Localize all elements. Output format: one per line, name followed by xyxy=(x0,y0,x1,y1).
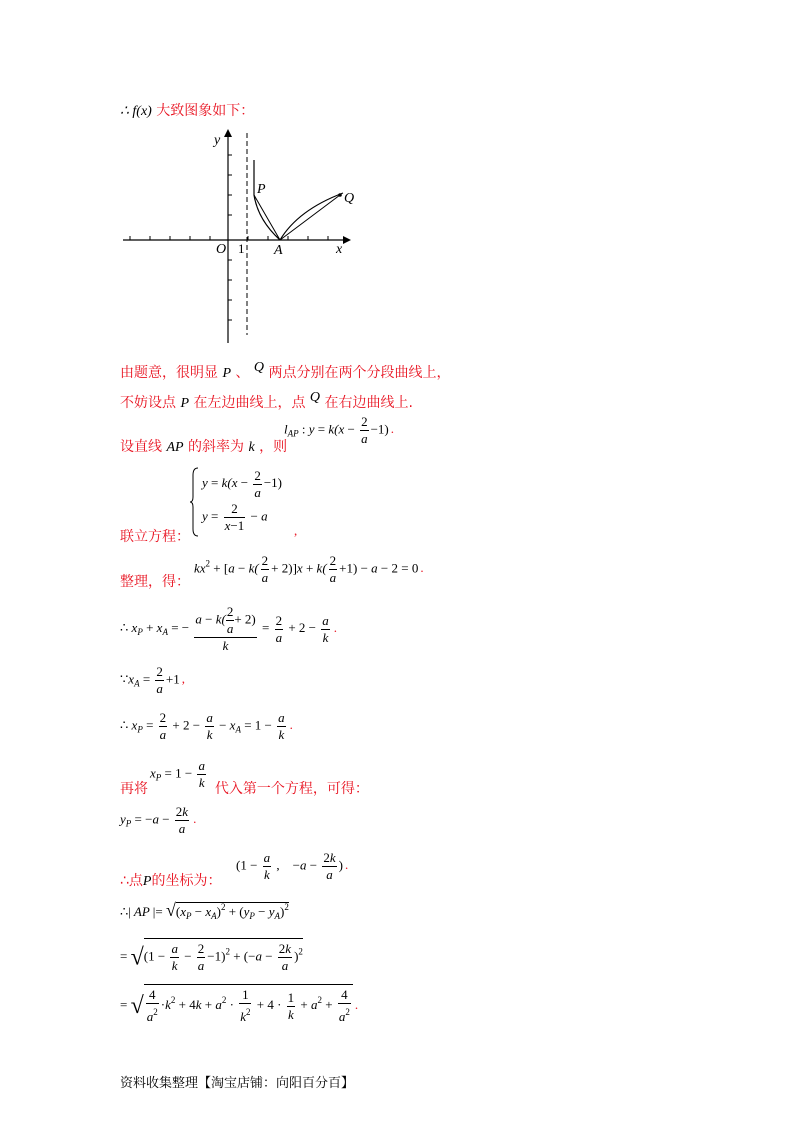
origin-label: O xyxy=(216,242,227,257)
quadratic-equation: $kx^2 + [a - k$( $\frac{2}{a}$ + 2)]x + k( $\frac{2}{a}$ +1) − a − 2 = 0 . xyxy=(194,553,424,585)
point-p-label: P xyxy=(257,182,266,197)
q-var: Q xyxy=(309,390,321,405)
function-graph xyxy=(118,125,358,345)
y-axis-label: y xyxy=(214,133,221,148)
line-ap-equation: $l_{AP}$ : y = k(x − $\frac{2}{a}$ −1) . xyxy=(284,414,395,446)
para-7: ∴点P的坐标为： xyxy=(120,873,222,889)
k-var: k xyxy=(248,440,255,455)
para-6: 再将 代入第一个方程，可得： xyxy=(120,781,369,797)
q-var: Q xyxy=(253,360,265,375)
para-1: 由题意，很明显 P 、 Q 两点分别在两个分段曲线上， xyxy=(120,360,451,381)
x-axis-label: x xyxy=(336,242,343,257)
intro-line xyxy=(120,100,254,120)
xa-value: $\because x_A$ = $\frac{2}{a}$ +1 , xyxy=(120,664,185,696)
ap-length-2: = √(1 − $\frac{a}{k}$ − $\frac{2}{a}$ −1)$^2$ + (−a − $\frac{2k}{a}$ )$^2$ xyxy=(120,938,303,974)
sum-xp-xa: ∴ $x_P + x_A$ = − a − k( $\frac{2}{a}$ + 2) k = $\frac{2}{a}$ + 2 − $\frac{a}{k}$ . xyxy=(120,604,337,653)
p-var: P xyxy=(142,874,152,889)
point-a-label: A xyxy=(274,243,283,258)
ap-var: AP xyxy=(166,440,184,455)
comma-mark: , xyxy=(294,523,298,538)
p-var: P xyxy=(222,366,232,381)
p-var: P xyxy=(180,396,190,411)
one-label: 1 xyxy=(238,241,245,256)
para-5: 整理，得： xyxy=(120,574,190,590)
fx-math: ∴ f(x) xyxy=(120,104,152,119)
point-q-label: Q xyxy=(344,191,355,206)
p-coordinates: (1 − $\frac{a}{k}$ , −a − $\frac{2k}{a}$ ) . xyxy=(236,850,349,882)
xp-value: ∴ $x_P$ = $\frac{2}{a}$ + 2 − $\frac{a}{k}$ − $x_A = 1$ − $\frac{a}{k}$ . xyxy=(120,710,293,742)
yp-value: $y_P = -a$ − $\frac{2k}{a}$ . xyxy=(120,804,197,836)
para-4: 联立方程： xyxy=(120,529,190,545)
para-2: 不妨设点 P 在左边曲线上，点 Q 在右边曲线上. xyxy=(120,390,413,411)
intro-text: 大致图象如下： xyxy=(156,103,255,119)
ap-length-3: = √ $\frac{4}{a^2}$ $\cdot k^2 + 4k + a^2$ · $\frac{1}{k^2}$ + 4 · $\frac{1}{k}$ + $a^2$ + $\frac{4}{a^2}$ . xyxy=(120,984,358,1025)
xp-substitute: $x_P = 1$ − $\frac{a}{k}$ xyxy=(150,758,205,790)
footer: 资料收集整理【淘宝店铺：向阳百分百】 xyxy=(120,1076,355,1091)
ap-length-1: ∴| AP |= $√(x_P - x_A)^2 + (y_P - y_A)^2$ xyxy=(120,900,289,921)
para-3: 设直线 AP 的斜率为 k ，则 xyxy=(120,439,288,455)
equation-system: y = k(x − $\frac{2}{a}$ −1) y = $\frac{2}{x-1}$ − a xyxy=(194,465,282,534)
